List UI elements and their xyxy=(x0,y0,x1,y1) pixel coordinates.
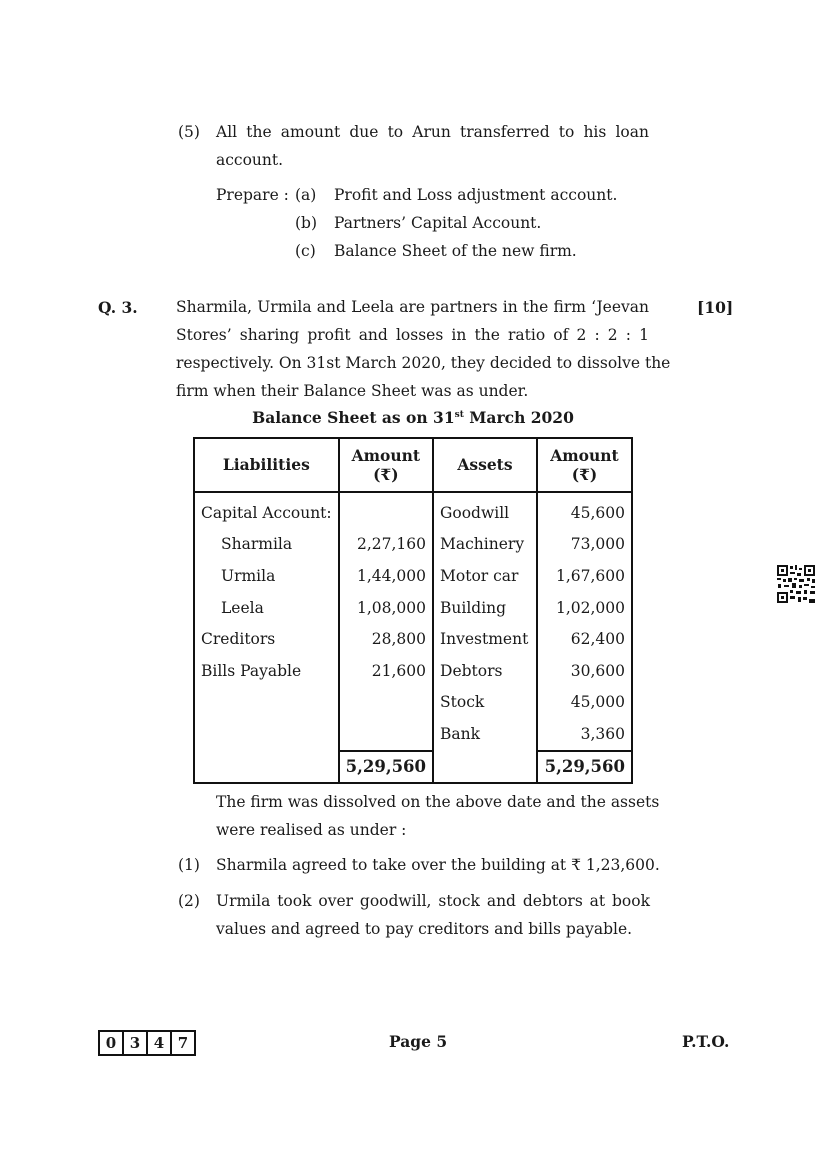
item-2-number: (2) xyxy=(178,892,200,910)
question-line-2: Stores’ sharing profit and losses in the ratio of 2 : 2 : 1 xyxy=(176,326,649,344)
table-row xyxy=(194,529,632,561)
total-assets: 5,29,560 xyxy=(537,751,632,783)
liability-amount: 28,800 xyxy=(339,623,433,655)
asset-amount: 45,600 xyxy=(537,492,632,529)
page-number: Page 5 xyxy=(389,1032,448,1051)
question-marks: [10] xyxy=(697,298,734,317)
liability-name: Bills Payable xyxy=(194,655,339,687)
header-liabilities-amount: Amount (₹) xyxy=(339,438,433,492)
liability-amount xyxy=(339,687,433,719)
total-liabilities-blank xyxy=(194,751,339,783)
liability-name: Capital Account: xyxy=(194,492,339,529)
prepare-label: Prepare : xyxy=(216,186,289,204)
paper-code-digit: 3 xyxy=(124,1032,148,1054)
asset-name: Goodwill xyxy=(433,492,537,529)
qr-code-icon xyxy=(776,564,816,604)
liability-name xyxy=(194,718,339,751)
liability-name: Sharmila xyxy=(194,529,339,561)
total-liabilities: 5,29,560 xyxy=(339,751,433,783)
liability-name: Creditors xyxy=(194,623,339,655)
asset-amount: 1,02,000 xyxy=(537,592,632,624)
liability-amount xyxy=(339,492,433,529)
item-1-line-1: Sharmila agreed to take over the building at ₹ 1,23,600. xyxy=(216,856,660,874)
liability-name: Urmila xyxy=(194,560,339,592)
paper-code-digit: 7 xyxy=(177,1034,189,1052)
asset-name: Machinery xyxy=(433,529,537,561)
header-liabilities: Liabilities xyxy=(194,438,339,492)
prepare-item-c: Balance Sheet of the new firm. xyxy=(334,242,577,260)
asset-name: Debtors xyxy=(433,655,537,687)
asset-amount: 62,400 xyxy=(537,623,632,655)
table-row xyxy=(194,718,632,751)
asset-name: Stock xyxy=(433,687,537,719)
question-number: Q. 3. xyxy=(98,298,138,317)
asset-name: Bank xyxy=(433,718,537,751)
after-table-line-2: were realised as under : xyxy=(216,821,407,839)
table-row xyxy=(194,655,632,687)
paper-code-digit: 4 xyxy=(148,1032,172,1054)
paper-code-box xyxy=(98,1030,196,1056)
item-5-number: (5) xyxy=(178,123,200,141)
balance-sheet-title: Balance Sheet as on 31st March 2020 xyxy=(252,408,574,427)
liability-amount: 1,44,000 xyxy=(339,560,433,592)
pto-label: P.T.O. xyxy=(682,1032,730,1051)
asset-amount: 3,360 xyxy=(537,718,632,751)
table-row xyxy=(194,623,632,655)
prepare-item-b: Partners’ Capital Account. xyxy=(334,214,542,232)
table-header-row xyxy=(194,438,632,492)
question-line-1: Sharmila, Urmila and Leela are partners in the firm ‘Jeevan xyxy=(176,298,649,316)
header-assets: Assets xyxy=(433,438,537,492)
item-5-line-2: account. xyxy=(216,151,284,169)
liability-amount: 2,27,160 xyxy=(339,529,433,561)
after-table-line-1: The firm was dissolved on the above date and the assets xyxy=(216,793,660,811)
asset-amount: 1,67,600 xyxy=(537,560,632,592)
balance-sheet-table xyxy=(193,437,633,784)
liability-name xyxy=(194,687,339,719)
header-assets-amount: Amount (₹) xyxy=(537,438,632,492)
prepare-letter-c: (c) xyxy=(295,242,316,260)
asset-name: Investment xyxy=(433,623,537,655)
liability-amount: 21,600 xyxy=(339,655,433,687)
liability-name: Leela xyxy=(194,592,339,624)
item-1-number: (1) xyxy=(178,856,200,874)
liability-amount: 1,08,000 xyxy=(339,592,433,624)
table-row xyxy=(194,560,632,592)
table-row xyxy=(194,492,632,529)
prepare-letter-b: (b) xyxy=(295,214,318,232)
paper-code-digit: 0 xyxy=(100,1032,124,1054)
liability-amount xyxy=(339,718,433,751)
item-2-line-2: values and agreed to pay creditors and bills payable. xyxy=(216,920,633,938)
asset-amount: 30,600 xyxy=(537,655,632,687)
asset-amount: 45,000 xyxy=(537,687,632,719)
total-assets-blank xyxy=(433,751,537,783)
asset-amount: 73,000 xyxy=(537,529,632,561)
prepare-item-a: Profit and Loss adjustment account. xyxy=(334,186,618,204)
item-2-line-1: Urmila took over goodwill, stock and debtors at book xyxy=(216,892,650,910)
question-line-4: firm when their Balance Sheet was as under. xyxy=(176,382,529,400)
prepare-letter-a: (a) xyxy=(295,186,317,204)
question-line-3: respectively. On 31st March 2020, they decided to dissolve the xyxy=(176,354,671,372)
asset-name: Building xyxy=(433,592,537,624)
item-5-line-1: All the amount due to Arun transferred to his loan xyxy=(216,123,649,141)
table-row xyxy=(194,687,632,719)
table-total-row xyxy=(194,751,632,783)
table-row xyxy=(194,592,632,624)
asset-name: Motor car xyxy=(433,560,537,592)
